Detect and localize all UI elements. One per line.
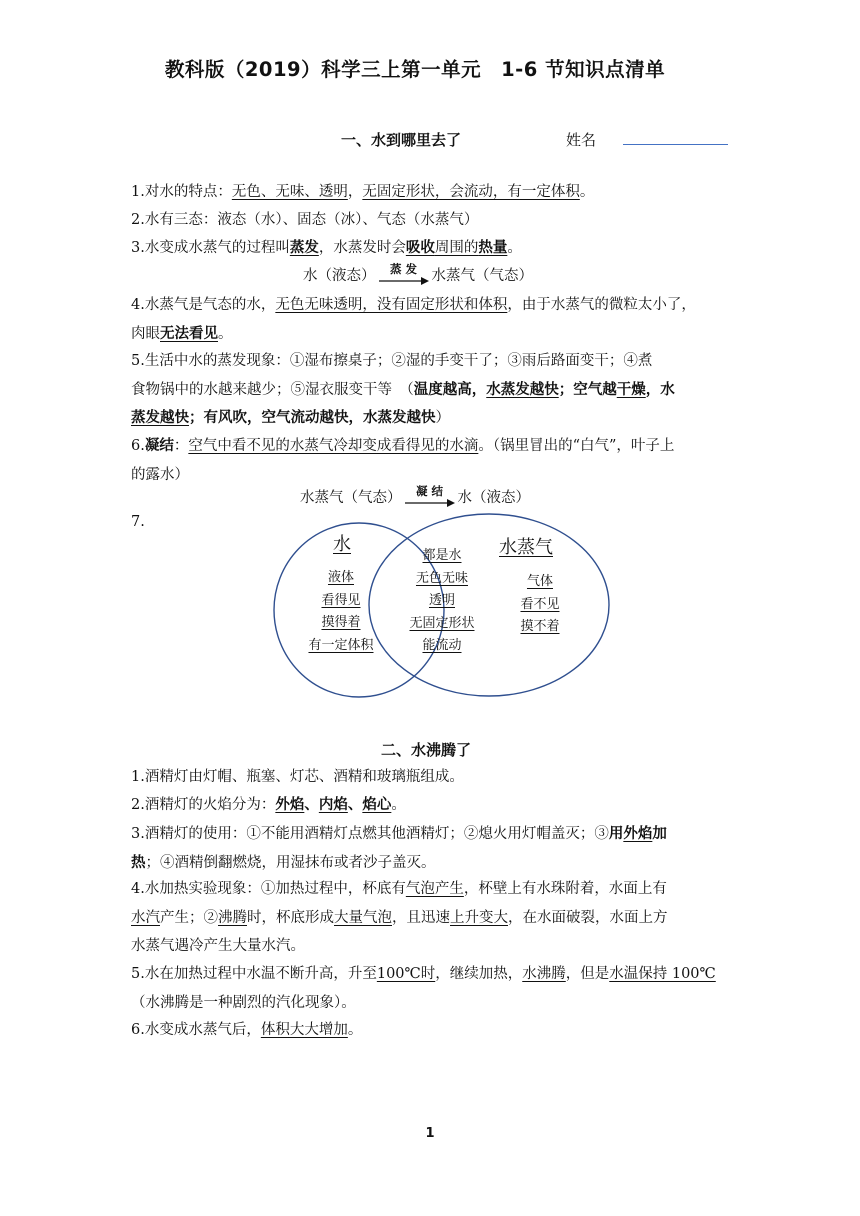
evaporation-arrow-icon: 蒸 发 <box>379 266 429 286</box>
venn-middle-item: 无固定形状 <box>409 615 475 631</box>
s2-item-2: 2.酒精灯的火焰分为：外焰、内焰、焰心。 <box>131 796 406 813</box>
venn-left-items <box>291 567 391 657</box>
evaporation-equation: 水（液态） 蒸 发 水蒸气（气态） <box>303 262 533 284</box>
s1-item-7: 7. <box>131 514 145 530</box>
page-number: 1 <box>425 1126 435 1141</box>
venn-left-title: 水 <box>333 534 351 555</box>
venn-left-item: 摸得着 <box>321 615 361 630</box>
s2-item-6: 6.水变成水蒸气后，体积大大增加。 <box>131 1022 363 1038</box>
s1-item-6: 6.凝结：空气中看不见的水蒸气冷却变成看得见的水滴。（锅里冒出的“白气”，叶子上 的露水） <box>131 437 675 483</box>
condensation-equation: 水蒸气（气态） 凝 结 水（液态） <box>300 484 530 506</box>
s2-item-5: 5.水在加热过程中水温不断升高，升至100℃时，继续加热，水沸腾，但是水温保持 100℃ （水沸腾是一种剧烈的汽化现象）。 <box>131 966 716 1011</box>
s2-item-4: 4.水加热实验现象：①加热过程中，杯底有气泡产生，杯壁上有水珠附着，水面上有 水汽产生；②沸腾时，杯底形成大量气泡，且迅速上升变大，在水面破裂，水面上方 水蒸气遇冷产生大量水汽。 <box>131 881 668 954</box>
venn-left-group <box>310 533 374 557</box>
venn-right-item: 摸不着 <box>520 619 560 634</box>
venn-middle-item: 能流动 <box>422 638 462 653</box>
section2-heading: 二、水沸腾了 <box>381 741 472 759</box>
name-label: 姓名 <box>566 131 597 149</box>
venn-left-item: 看得见 <box>321 592 361 608</box>
venn-left-item: 液体 <box>327 570 354 585</box>
venn-middle-item: 都是水 <box>422 548 462 563</box>
s1-item-1: 1.对水的特点：无色、无味、透明，无固定形状，会流动，有一定体积。 <box>131 184 595 200</box>
venn-right-item: 气体 <box>526 574 553 589</box>
s1-item-4: 4.水蒸气是气态的水，无色无味透明，没有固定形状和体积，由于水蒸气的微粒太小了， 肉眼无法看见。 <box>131 297 696 342</box>
section1-heading: 一、水到哪里去了 <box>341 131 462 149</box>
venn-middle-item: 透明 <box>428 593 455 608</box>
venn-left-item: 有一定体积 <box>308 637 374 653</box>
s2-item-3: 3.酒精灯的使用：①不能用酒精灯点燃其他酒精灯；②熄火用灯帽盖灭；③用外焰加 热；④酒精倒翻燃烧，用湿抹布或者沙子盖灭。 <box>131 825 667 871</box>
venn-right-items <box>500 571 580 639</box>
s2-item-1: 1.酒精灯由灯帽、瓶塞、灯芯、酒精和玻璃瓶组成。 <box>131 769 464 785</box>
s1-item-3: 3.水变成水蒸气的过程叫蒸发，水蒸发时会吸收周围的热量。 <box>131 239 522 256</box>
venn-right-item: 看不见 <box>520 596 560 612</box>
venn-middle-items <box>392 545 492 658</box>
s1-item-5: 5.生活中水的蒸发现象：①湿布擦桌子；②湿的手变干了；③雨后路面变干；④煮 食物锅中的水越来越少；⑤湿衣服变干等 （温度越高，水蒸发越快；空气越干燥，水 蒸发越快；有风吹，空气流动越快，水蒸发越快） <box>131 353 675 426</box>
venn-middle-item: 无色无味 <box>415 570 468 586</box>
venn-right-group <box>486 536 566 560</box>
s1-item-2: 2.水有三态：液态（水）、固态（冰）、气态（水蒸气） <box>131 212 479 228</box>
venn-right-title: 水蒸气 <box>499 537 553 558</box>
page-title: 教科版（2019）科学三上第一单元 1-6 节知识点清单 <box>164 58 666 81</box>
condensation-arrow-icon: 凝 结 <box>405 488 455 508</box>
